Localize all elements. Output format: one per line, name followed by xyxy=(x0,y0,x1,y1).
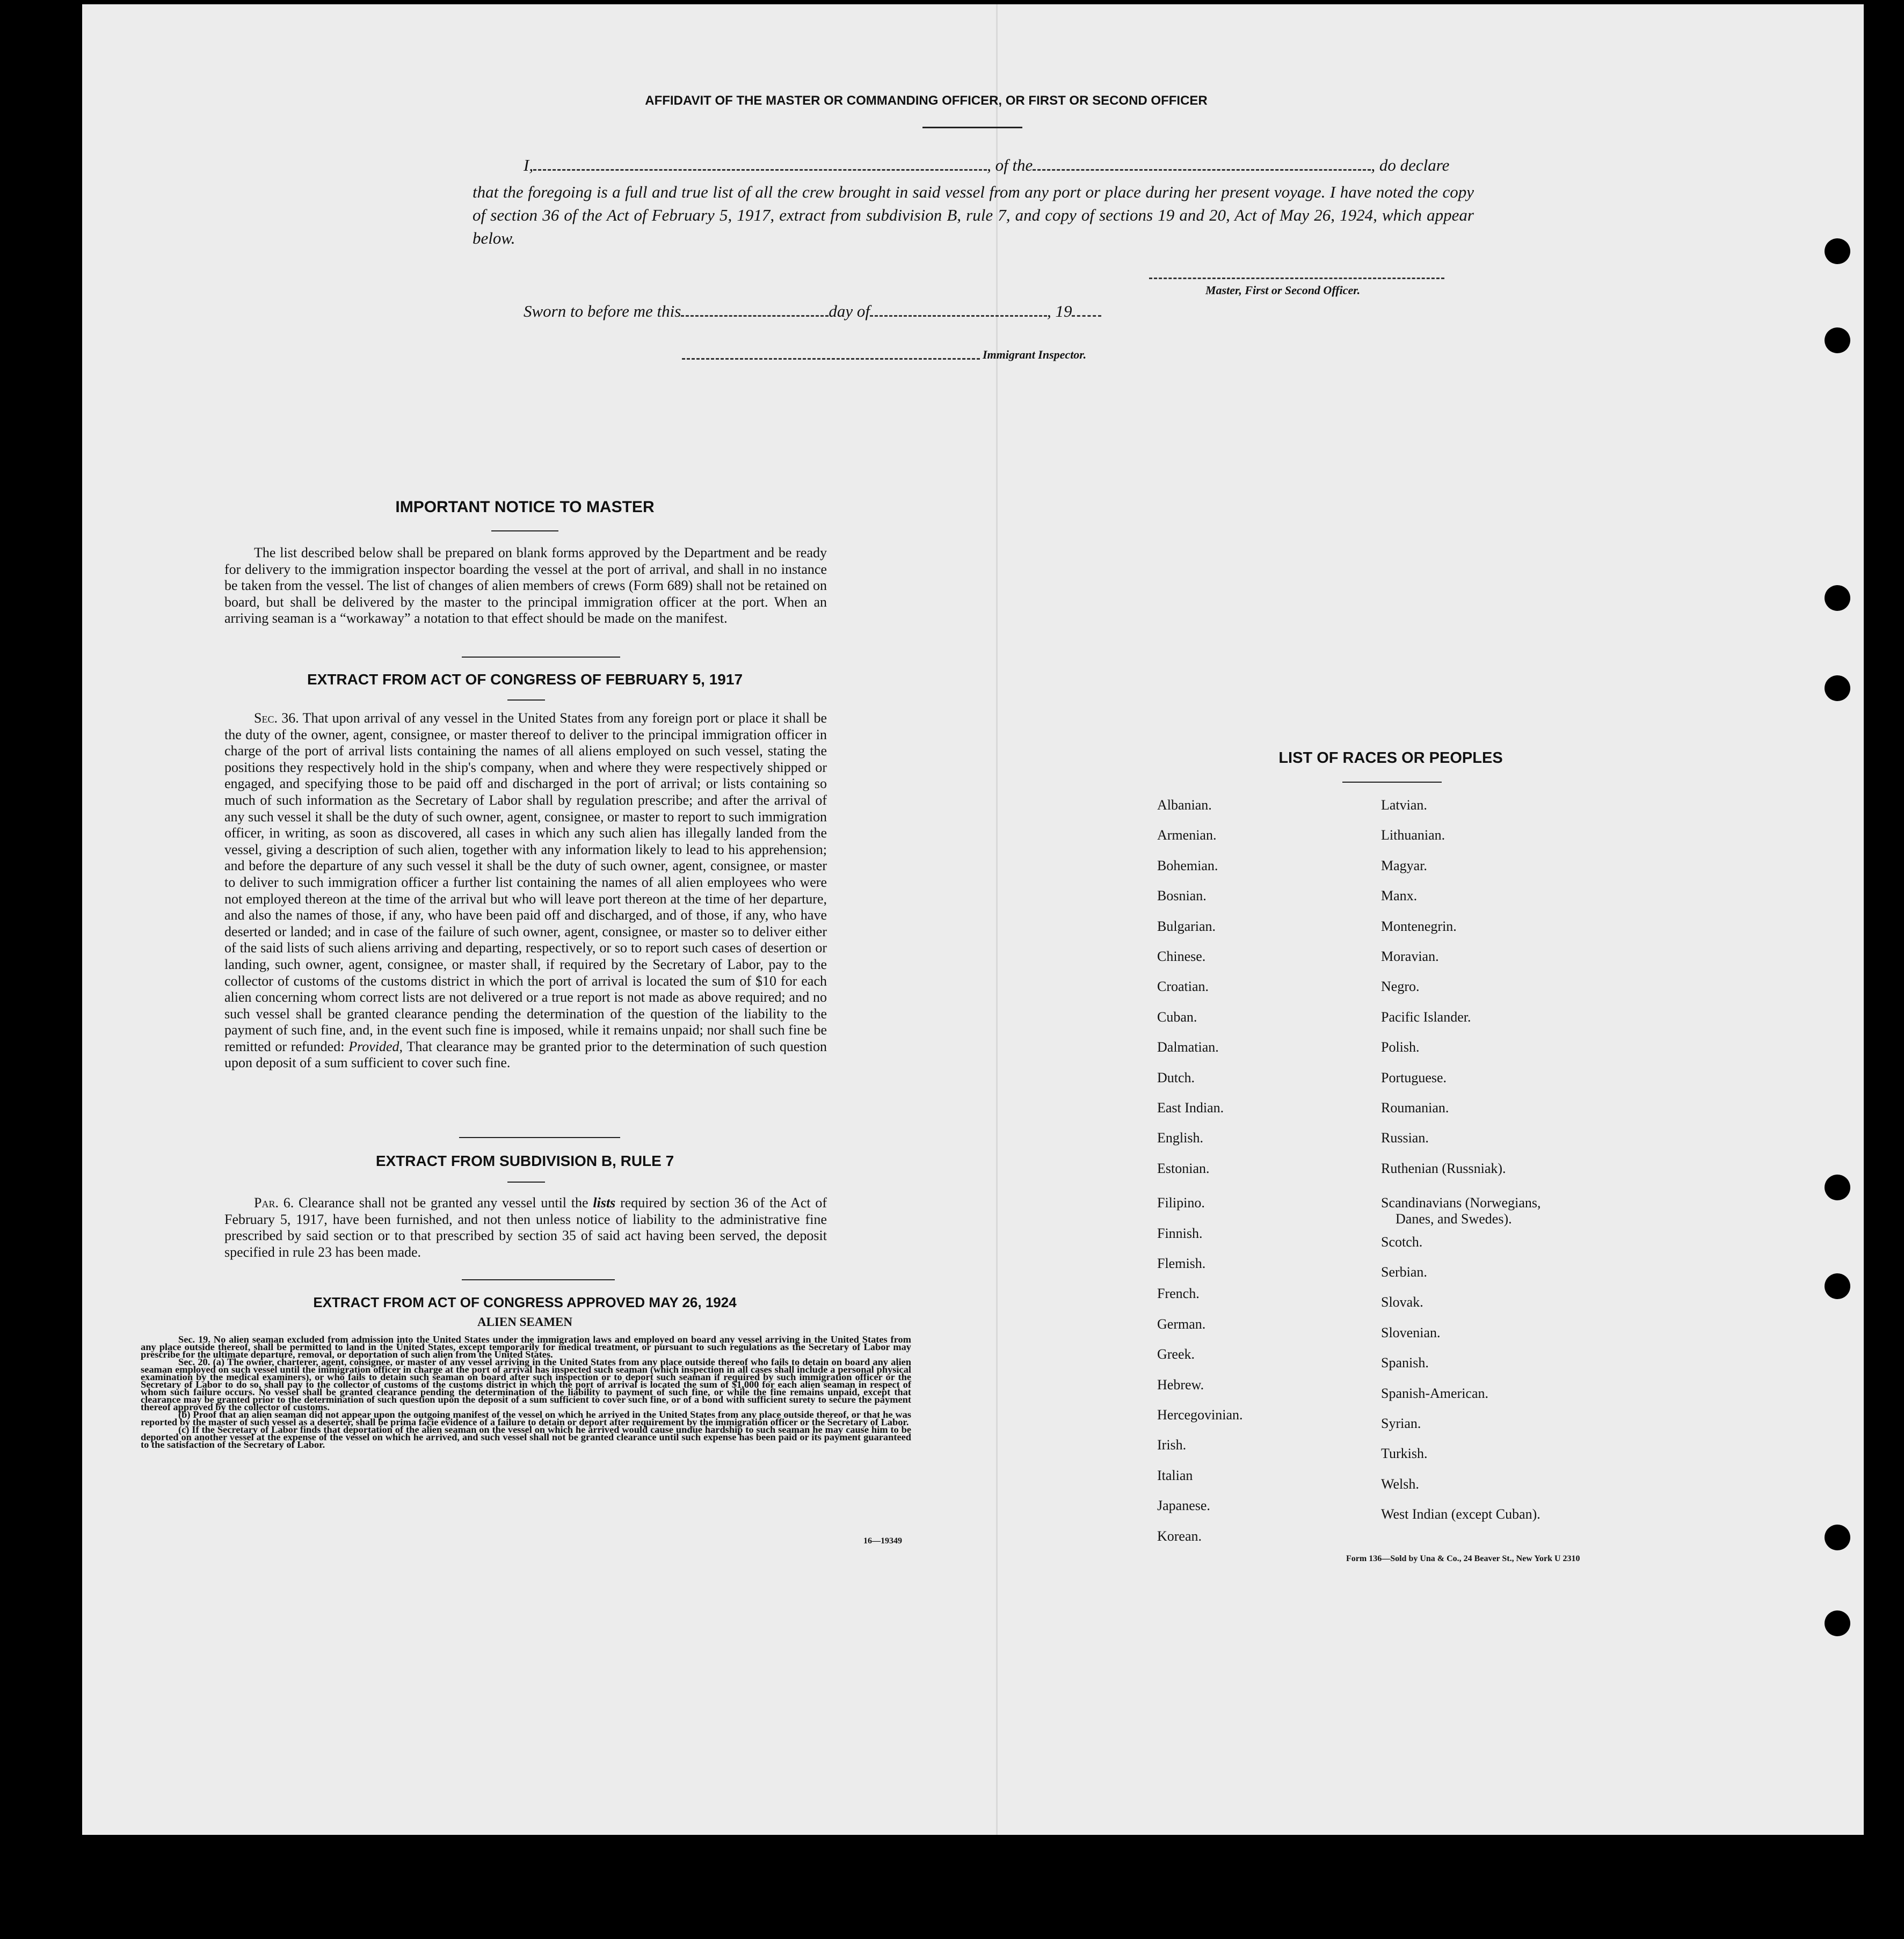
provided-word: Provided, xyxy=(348,1038,403,1054)
affidavit-declaration-line xyxy=(524,156,1474,175)
punch-hole xyxy=(1825,585,1850,611)
punch-hole xyxy=(1825,238,1850,264)
race-item: Serbian. xyxy=(1381,1264,1427,1280)
race-item: Scotch. xyxy=(1381,1234,1423,1250)
extract-1924-body xyxy=(141,1336,911,1448)
divider xyxy=(922,127,1022,128)
race-item: Danes, and Swedes). xyxy=(1396,1211,1512,1227)
extract-rule7-title: EXTRACT FROM SUBDIVISION B, RULE 7 xyxy=(375,1153,674,1169)
race-item: Bosnian. xyxy=(1157,888,1207,904)
notice-title: IMPORTANT NOTICE TO MASTER xyxy=(395,498,655,516)
blank-vessel xyxy=(1033,157,1371,171)
form-note: Form 136—Sold by Una & Co., 24 Beaver St., New York U 2310 xyxy=(1346,1554,1580,1563)
print-code: 16—19349 xyxy=(863,1536,902,1546)
race-item: Japanese. xyxy=(1157,1498,1210,1514)
race-item: Dutch. xyxy=(1157,1069,1195,1085)
race-item: Chinese. xyxy=(1157,949,1206,964)
race-item: Hebrew. xyxy=(1157,1376,1204,1393)
race-item: German. xyxy=(1157,1316,1206,1332)
race-item: East Indian. xyxy=(1157,1100,1224,1116)
inspector-label: Immigrant Inspector. xyxy=(983,348,1087,361)
signature-line xyxy=(1149,278,1444,279)
race-item: Cuban. xyxy=(1157,1009,1197,1025)
punch-hole xyxy=(1825,675,1850,701)
race-item: Italian xyxy=(1157,1467,1193,1483)
divider xyxy=(462,657,620,658)
punch-hole xyxy=(1825,1610,1850,1636)
blank-day xyxy=(681,303,829,317)
sworn-year: , 19 xyxy=(1047,302,1072,320)
extract-1917-body xyxy=(224,710,827,1071)
section-20c-text: (c) If the Secretary of Labor finds that deportation of the alien seaman on the vessel on which he arrived would cause undue hardship to such seaman he may cause him to be deported on another vessel at the expense of the vessel on which he arrived, and such vessel shall not be granted clearance until such expense has been paid or its payment guaranteed to the satisfaction of the Secretary of Labor. xyxy=(141,1424,911,1450)
race-item: Spanish-American. xyxy=(1381,1385,1489,1401)
notice-body: The list described below shall be prepared on blank forms approved by the Department and be ready for delivery to the immigration inspector boarding the vessel at the port of arrival, and shall in no instance be taken from the vessel. The list of changes of alien members of crews (Form 689) shall not be retained on board, but shall be delivered by the master to the principal immigration officer at the port. When an arriving seaman is a “workaway” a notation to that effect should be made on the manifest. xyxy=(224,545,827,626)
race-item: Croatian. xyxy=(1157,979,1209,995)
race-item: Magyar. xyxy=(1381,857,1427,873)
race-item: Portuguese. xyxy=(1381,1069,1447,1085)
rule7-text-a: Clearance shall not be granted any vessel until the xyxy=(299,1195,588,1211)
affidavit-of-the: , of the xyxy=(987,156,1033,174)
page-fold xyxy=(996,4,998,1835)
divider xyxy=(491,530,558,531)
extract-1917-title: EXTRACT FROM ACT OF CONGRESS OF FEBRUARY 5, 1917 xyxy=(307,671,743,688)
race-item: French. xyxy=(1157,1286,1200,1302)
punch-hole xyxy=(1825,327,1850,353)
race-item: Irish. xyxy=(1157,1437,1187,1453)
divider xyxy=(507,699,545,701)
blank-year xyxy=(1072,303,1101,317)
section-36-text-end: That clearance may be granted prior to the determination of such question upon deposit of a sum sufficient to cover such fine. xyxy=(224,1038,827,1071)
race-item: Montenegrin. xyxy=(1381,918,1457,934)
extract-1924-subtitle: ALIEN SEAMEN xyxy=(477,1315,572,1329)
race-item: Filipino. xyxy=(1157,1195,1205,1211)
races-title: LIST OF RACES OR PEOPLES xyxy=(1278,749,1503,767)
divider xyxy=(462,1279,615,1280)
race-item: Bulgarian. xyxy=(1157,918,1216,934)
race-item: Polish. xyxy=(1381,1039,1420,1055)
race-item: Hercegovinian. xyxy=(1157,1407,1243,1423)
section-19-text: Sec. 19. No alien seaman excluded from admission into the United States under the immigration laws and employed on board any vessel arriving in the United States from any place outside thereof, shall be permitted to land in the United States, except temporarily for medical treatment, or pursuant to such regulations as the Secretary of Labor may prescribe for the ultimate departure, removal, or deportation of such alien from the United States. xyxy=(141,1334,911,1360)
divider xyxy=(459,1137,620,1138)
race-item: English. xyxy=(1157,1130,1203,1146)
race-item: Spanish. xyxy=(1381,1355,1429,1371)
affidavit-declare: , do declare xyxy=(1371,156,1450,174)
race-item: Turkish. xyxy=(1381,1446,1428,1462)
race-item: Slovenian. xyxy=(1381,1324,1441,1340)
race-item: Finnish. xyxy=(1157,1225,1203,1241)
race-item: Scandinavians (Norwegians, xyxy=(1381,1195,1541,1211)
race-item: Slovak. xyxy=(1381,1294,1423,1310)
sworn-day: day of xyxy=(829,302,870,320)
race-item: Armenian. xyxy=(1157,827,1217,843)
race-item: Bohemian. xyxy=(1157,857,1218,873)
punch-hole xyxy=(1825,1175,1850,1200)
blank-name xyxy=(533,157,987,171)
inspector-line xyxy=(682,358,980,360)
affidavit-title: AFFIDAVIT OF THE MASTER OR COMMANDING OFFICER, OR FIRST OR SECOND OFFICER xyxy=(645,93,1208,108)
race-item: Korean. xyxy=(1157,1528,1202,1544)
race-item: Syrian. xyxy=(1381,1416,1421,1431)
blank-month xyxy=(870,303,1047,317)
rule7-text-b: required by section 36 of the Act of February 5, 1917, have been furnished, and not then unless notice of liability to the administrative fine prescribed by said section or to that prescribed by section 35 of said act having been served, the deposit specified in rule 23 has been made. xyxy=(224,1195,827,1260)
race-item: Pacific Islander. xyxy=(1381,1009,1471,1025)
race-item: Lithuanian. xyxy=(1381,827,1445,843)
section-36-text: That upon arrival of any vessel in the United States from any foreign port or place it shall be the duty of the owner, agent, consignee, or master thereof to deliver to the principal immigration officer in charge of the port of arrival lists containing the names of all aliens employed on such vessel, stating the positions they respectively hold in the ship's company, when and where they were respectively shipped or engaged, and specifying those to be paid off and discharged in the port of arrival; or lists containing so much of such information as the Secretary of Labor shall by regulation prescribe; and after the arrival of any such vessel it shall be the duty of such owner, agent, consignee, or master to report to such immigration officer, in writing, as soon as discovered, all cases in which any such alien has illegally landed from the vessel, giving a description of such alien, together with any information likely to lead to his apprehension; and before the departure of any such vessel it shall be the duty of such owner, agent, consignee, or master to deliver to such immigration officer a further list containing the names of all alien employees who were not employed thereon at the time of the arrival but who will leave port thereon at the time of her departure, and also the names of those, if any, who have been paid off and discharged, and of those, if any, who have deserted or landed; and in case of the failure of such owner, agent, consignee, or master so to deliver either of the said lists of such aliens arriving and departing, respectively, or so to report such cases of desertion or landing, such owner, agent, consignee, or master shall, if required by the Secretary of Labor, pay to the collector of customs of the customs district in which the port of arrival is located the sum of $10 for each alien concerning whom correct lists are not delivered or a true report is not made as above required; and no such vessel shall be granted clearance pending the determination of the question of the liability to the payment of such fine, and, in the event such fine is imposed, while it remains unpaid; nor shall such fine be remitted or refunded: xyxy=(224,710,827,1054)
sworn-line xyxy=(524,302,1101,321)
race-item: Welsh. xyxy=(1381,1476,1419,1492)
race-item: Negro. xyxy=(1381,979,1420,995)
signature-label: Master, First or Second Officer. xyxy=(1205,283,1361,297)
race-item: Manx. xyxy=(1381,888,1418,904)
section-20b-text: (b) Proof that an alien seaman did not appear upon the outgoing manifest of the vessel on which he arrived in the United States from any place outside thereof, or that he was reported by the master of such vessel as a deserter, shall be prima facie evidence of a failure to detain or deport after requirement by the immigration officer or the Secretary of Labor. xyxy=(141,1409,911,1427)
race-item: Roumanian. xyxy=(1381,1100,1449,1116)
punch-hole xyxy=(1825,1525,1850,1550)
race-item: Greek. xyxy=(1157,1346,1195,1362)
race-item: Albanian. xyxy=(1157,797,1212,813)
affidavit-body: that the foregoing is a full and true list of all the crew brought in said vessel from any port or place during her present voyage. I have noted the copy of section 36 of the Act of February 5, 1917, extract from subdivision B, rule 7, and copy of sections 19 and 20, Act of May 26, 1924, which appear below. xyxy=(473,183,1474,247)
race-item: Latvian. xyxy=(1381,797,1427,813)
race-item: West Indian (except Cuban). xyxy=(1381,1506,1540,1522)
extract-rule7-body xyxy=(224,1195,827,1260)
race-item: Estonian. xyxy=(1157,1160,1210,1176)
punch-hole xyxy=(1825,1273,1850,1299)
sworn-prefix: Sworn to before me this xyxy=(524,302,681,320)
section-20a-text: Sec. 20. (a) The owner, charterer, agent, consignee, or master of any vessel arriving in the United States from any place outside thereof who fails to detain on board any alien seaman employed on such vessel until the immigration officer in charge at the port of arrival has inspected such seaman (which inspection in all cases shall include a personal physical examination by the medical examiners), or who fails to detain such seaman on board after such inspection or to deport such seaman if required by such immigration officer or the Secretary of Labor to do so, shall pay to the collector of customs of the customs district in which the port of arrival is located the sum of $1,000 for each alien seaman in respect of whom such failure occurs. No vessel shall be granted clearance pending the determination of the liability to payment of such fine, or while the fine remains unpaid, except that clearance may be granted prior to the determination of such question upon the deposit of a sum sufficient to cover such fine, or of a bond with sufficient surety to secure the payment thereof approved by the collector of customs. xyxy=(141,1357,911,1412)
race-item: Dalmatian. xyxy=(1157,1039,1219,1055)
divider xyxy=(507,1182,545,1183)
race-item: Russian. xyxy=(1381,1130,1429,1146)
divider xyxy=(1342,782,1442,783)
paragraph-6-label: Par. 6. xyxy=(254,1195,294,1211)
race-item: Moravian. xyxy=(1381,949,1439,964)
race-item: Ruthenian (Russniak). xyxy=(1381,1160,1506,1176)
extract-1924-title: EXTRACT FROM ACT OF CONGRESS APPROVED MAY 26, 1924 xyxy=(313,1294,737,1310)
race-item: Flemish. xyxy=(1157,1256,1206,1271)
section-36-label: Sec. 36. xyxy=(254,710,299,726)
lists-word: lists xyxy=(593,1195,616,1211)
affidavit-i: I, xyxy=(524,156,534,174)
